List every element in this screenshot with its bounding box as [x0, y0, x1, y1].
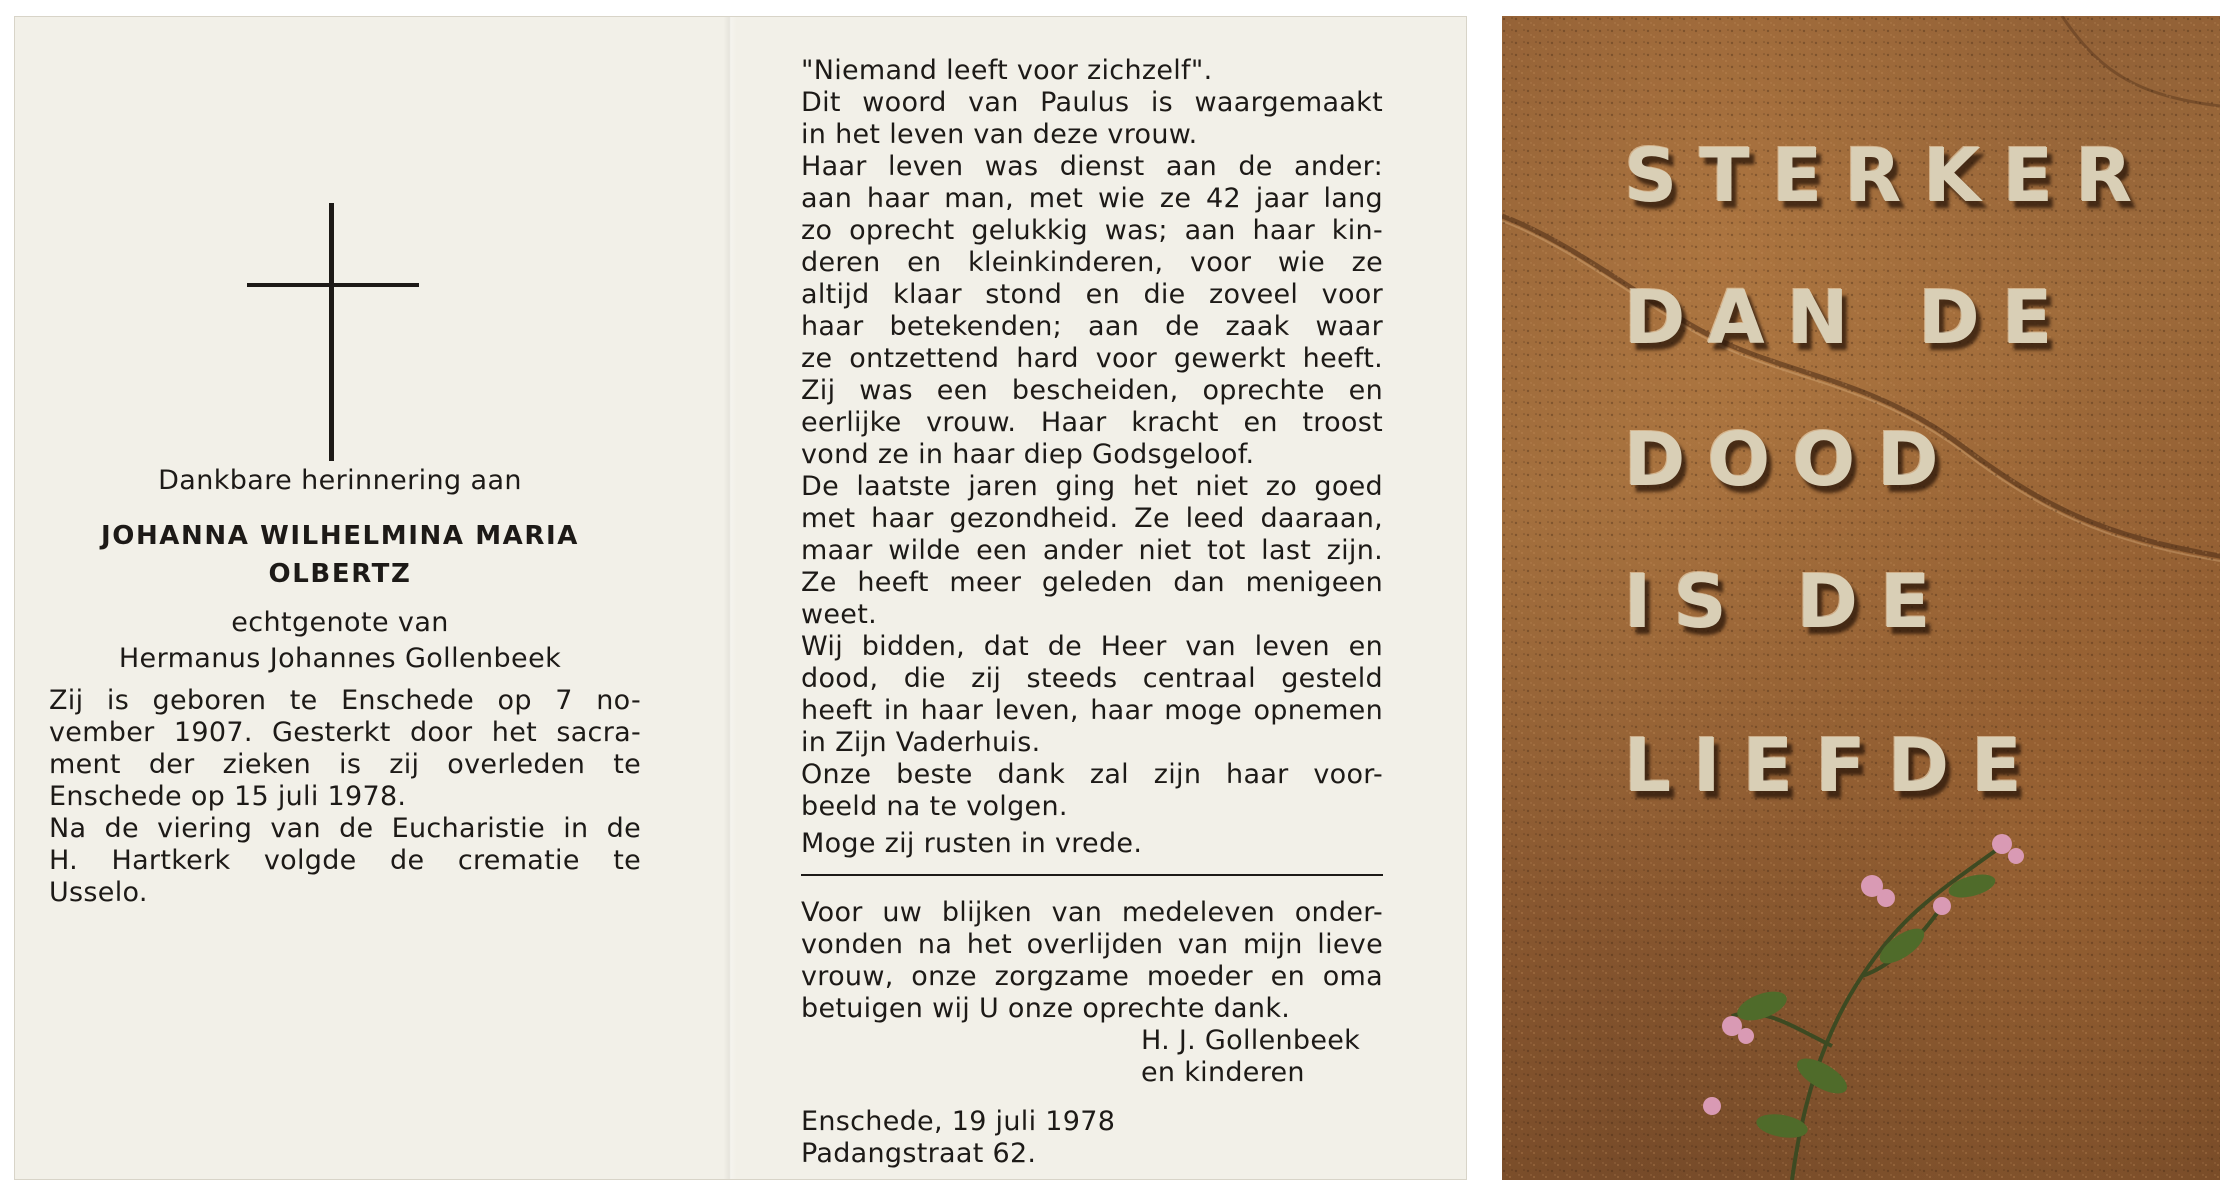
memorial-text-line: haar betekenden; aan de zaak waar [801, 311, 1383, 342]
card-right-panel [737, 17, 1468, 1179]
cross-icon [247, 203, 419, 461]
inscription-line: STERKER [1624, 133, 2155, 219]
memorial-text-line: "Niemand leeft voor zichzelf". [801, 55, 1213, 86]
memorial-text [801, 55, 1383, 823]
intro-text: Dankbare herinnering aan [158, 465, 522, 496]
inscription-line: LIEFDE [1624, 723, 2044, 809]
thanks-line: vonden na het overlijden van mijn lieve [801, 929, 1383, 960]
memorial-text-line: in het leven van deze vrouw. [801, 119, 1198, 150]
card-left-panel [15, 17, 723, 1179]
life-details-line: vember 1907. Gesterkt door het sacra- [49, 717, 641, 748]
memorial-text-line: heeft in haar leven, haar moge opnemen [801, 695, 1383, 726]
divider [801, 874, 1383, 876]
thanks-line: Voor uw blijken van medeleven onder- [801, 897, 1383, 928]
spouse-label: echtgenote van [231, 607, 449, 638]
memorial-text-line: vond ze in haar diep Godsgeloof. [801, 439, 1255, 470]
stone-inscription-photo [1502, 16, 2220, 1180]
place-and-address [801, 1106, 1115, 1170]
life-details-line: Na de viering van de Eucharistie in de [49, 813, 641, 844]
memorial-text-line: in Zijn Vaderhuis. [801, 727, 1041, 758]
address: Padangstraat 62. [801, 1138, 1037, 1169]
life-details-line: Enschede op 15 juli 1978. [49, 781, 407, 812]
memorial-text-line: Ze heeft meer geleden dan menigeen [801, 567, 1383, 598]
memorial-text-line: eerlijke vrouw. Haar kracht en troost [801, 407, 1383, 438]
memorial-text-line: met haar gezondheid. Ze leed daaraan, [801, 503, 1383, 534]
rest-in-peace-text [801, 828, 1383, 860]
memorial-text-line: altijd klaar stond en die zoveel voor [801, 279, 1383, 310]
deceased-name-line2: OLBERTZ [268, 559, 412, 589]
thanks-line: vrouw, onze zorgzame moeder en oma [801, 961, 1383, 992]
life-details-line: H. Hartkerk volgde de crematie te [49, 845, 641, 876]
life-details-line: Usselo. [49, 877, 148, 908]
card-fold [723, 17, 737, 1179]
memorial-text-line: Onze beste dank zal zijn haar voor- [801, 759, 1383, 790]
memorial-text-line: De laatste jaren ging het niet zo goed [801, 471, 1383, 502]
memorial-text-line: Haar leven was dienst aan de ander: [801, 151, 1383, 182]
inscription-line: DOOD [1624, 417, 1961, 503]
spouse-name: Hermanus Johannes Gollenbeek [118, 643, 562, 674]
place-date: Enschede, 19 juli 1978 [801, 1106, 1116, 1137]
memorial-text-line: beeld na te volgen. [801, 791, 1068, 822]
memorial-text-line: dood, die zij steeds centraal gesteld [801, 663, 1383, 694]
memorial-text-line: Wij bidden, dat de Heer van leven en [801, 631, 1383, 662]
inscription-line: DAN DE [1624, 275, 2075, 361]
rest-in-peace-line: Moge zij rusten in vrede. [801, 828, 1143, 859]
thanks-line: betuigen wij U onze oprechte dank. [801, 993, 1291, 1024]
signature-name: H. J. Gollenbeek [1141, 1025, 1361, 1056]
memorial-text-line: ze ontzettend hard voor gewerkt heeft. [801, 343, 1383, 374]
memorial-text-line: Dit woord van Paulus is waargemaakt [801, 87, 1383, 118]
inscription-line: IS DE [1624, 559, 1953, 645]
memorial-text-line: Zij was een bescheiden, oprechte en [801, 375, 1383, 406]
memorial-text-line: aan haar man, met wie ze 42 jaar lang [801, 183, 1383, 214]
life-details-line: ment der zieken is zij overleden te [49, 749, 641, 780]
deceased-name-line1: JOHANNA WILHELMINA MARIA [100, 521, 580, 551]
signature-family: en kinderen [1141, 1057, 1305, 1088]
memorial-card [14, 16, 1467, 1180]
memorial-text-line: maar wilde een ander niet tot last zijn. [801, 535, 1383, 566]
life-details-line: Zij is geboren te Enschede op 7 no- [49, 685, 641, 716]
blossom-branch-icon [1672, 826, 2092, 1180]
memorial-text-line: deren en kleinkinderen, voor wie ze [801, 247, 1383, 278]
signature [1141, 1025, 1360, 1089]
thanks-text [801, 897, 1383, 1025]
memorial-text-line: weet. [801, 599, 877, 630]
memorial-text-line: zo oprecht gelukkig was; aan haar kin- [801, 215, 1383, 246]
life-details [49, 685, 641, 909]
